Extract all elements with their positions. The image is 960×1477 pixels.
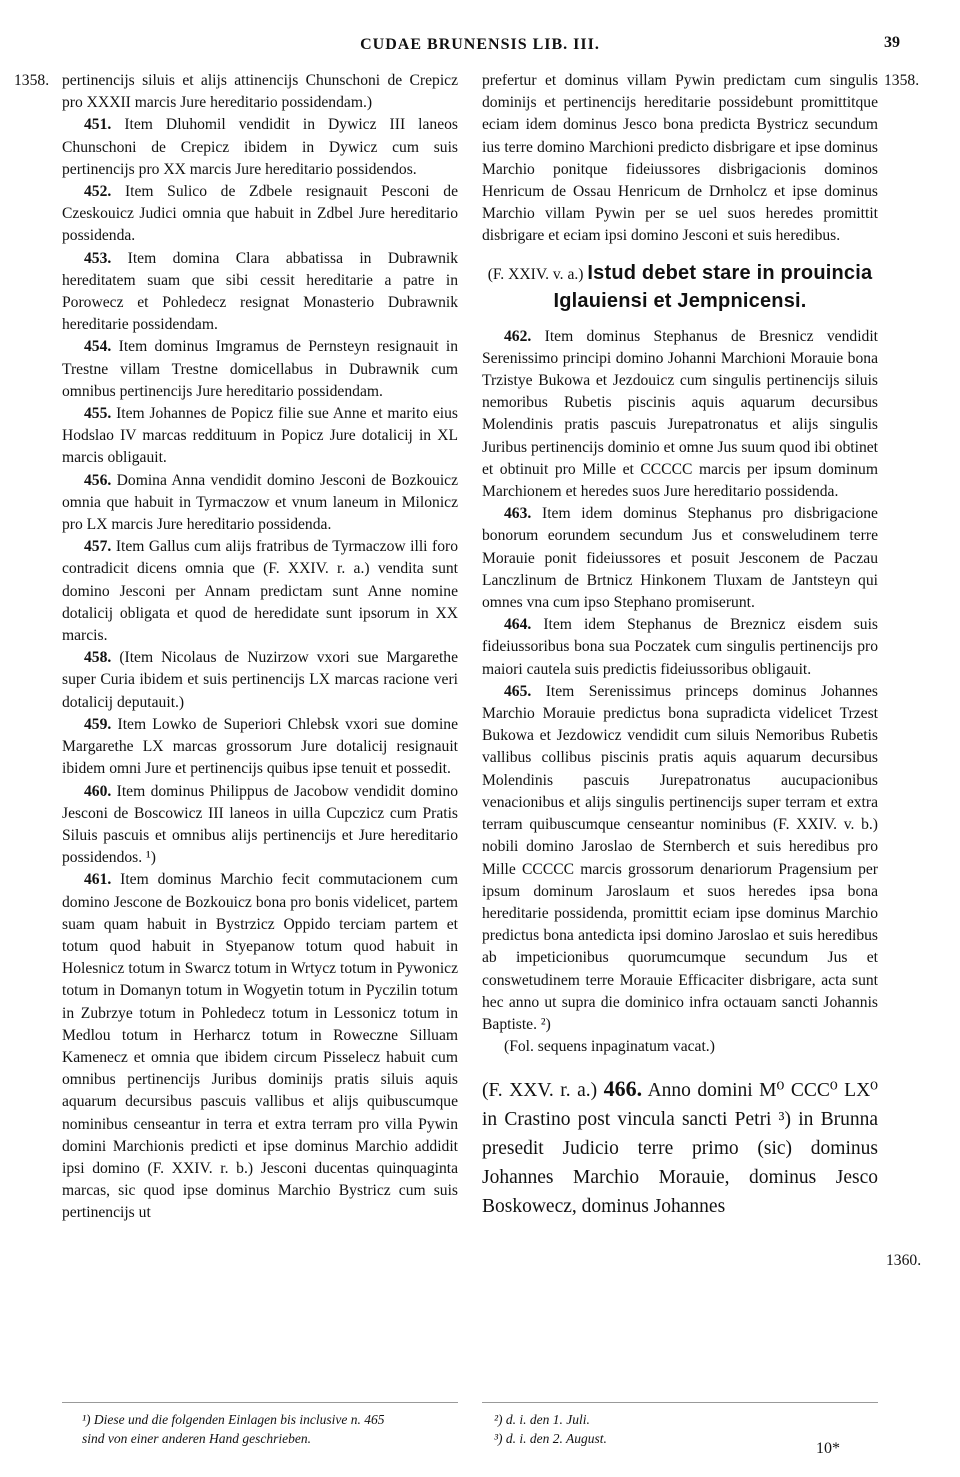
rubric-title-1: Istud debet stare in prouincia bbox=[587, 261, 873, 284]
entry-number: 462. bbox=[504, 327, 532, 345]
entry-text: Item Serenissimus princeps dominus Johannes Marchio Morauie predictus bona supradicta videlicet Trzest Bukowa et Jezdowicz vendidit cum siluis Nemoribus Rubetis vallibus collibus piscinis pratis aquis aquarum decursibus Molendinis pascuis Jurepatronatus aucupacionibus venacionibus et alijs singulis pertinencijs super terram et extra terram quibuscumque censeantur nominibus (F. XXIV. v. b.) nobili domino Jaroslao de Sternberch et suis heredibus pro Mille CCCCC marcis grossorum denariorum Pragensium per ipsum dominum Jaroslaum et suos heredes ipsa bona hereditarie possidenda, promittit eciam ipse dominus Marchio predictus bona antedicta ipsi domino Jaroslao et suis heredibus ab impeticionibus quorumcumque secundum Jus et conswetudinem terre Morauie Efficaciter disbrigare, acta sunt hec anno ut supra die dominico infra octauam sancti Johannis Baptiste. ²) bbox=[482, 682, 878, 1033]
page-header bbox=[0, 30, 960, 60]
entry-text: Item dominus Imgramus de Pernsteyn resignauit in Trestne villam Trestne domicellabus in Dubrawnik cum omnibus pertinencijs Jure hereditario possidendam. bbox=[62, 338, 458, 400]
rubric bbox=[482, 260, 878, 316]
entry-paragraph bbox=[62, 714, 458, 781]
entry-text: Item Gallus cum alijs fratribus de Tyrmaczow illi foro contradicit dicens omnia que (F. XXIV. r. a.) vendita sunt domino Jesconi per Annam predictam sunt Anne nomine dotalicij obligata et quod de heredidate sunt ipsorum in XX marcis. bbox=[62, 538, 458, 645]
entry-text: Item idem dominus Stephanus pro disbrigacione bonorum eorundem secundum Jus et consweludinem terre Morauie ponit fideiussores et posuit Jesconem de Paczau Lanczlinum de Brtnicz Hinkonem Tluxam de Jantsteyn qui omnes vna cum ipso Stephano promiserunt. bbox=[482, 505, 878, 612]
entry-paragraph bbox=[62, 114, 458, 181]
right-column-top bbox=[482, 70, 878, 248]
entry-text: Item dominus Marchio fecit commutacionem cum domino Jescone de Bozkouicz bona pro bonis videlicet, partem suam quam habuit in Bystrzicz Oppido terciam partem et totum quod habuit in Styepanow totum quod habuit in Holesnicz totum in Swarcz totum in Wrtycz totum in Pywonicz totum in Domanyn totum in Wogyetin totum in Pyczilin totum in Zubrzye totum in Pohledecz totum in Lessonicz totum in Medlou totum in Herharcz totum in Roweczne Silluam Kamenecz et omnia que ibidem circum Pisselecz habuit cum omnibus pertinencijs Juribus dominijs pratis siluis aquis aquarum decursibus pascuis vallibus et alijs quibuscumque nominibus censeantur in terra et extra terram pro villa Pywin domini Marchionis predicti et ipse dominus Marchio addidit ipsi domino (F. XXIV. r. b.) Jesconi ducentas quinquaginta marcas, sic quod ipse dominus Marchio Bystricz cum suis pertinencijs ut bbox=[62, 871, 458, 1222]
margin-year-left: 1358. bbox=[14, 72, 50, 89]
entry-number: 459. bbox=[84, 715, 112, 733]
margin-year-right: 1358. bbox=[884, 72, 920, 89]
entry-text: Item Johannes de Popicz filie sue Anne et marito eius Hodslao IV marcas reddituum in Popicz Jure dotalicij in XL marcis obligauit. bbox=[62, 405, 458, 467]
entry-number: 463. bbox=[504, 505, 532, 523]
entry-paragraph bbox=[482, 326, 878, 504]
entry-number: 464. bbox=[504, 616, 532, 634]
entry-text: Item domina Clara abbatissa in Dubrawnik hereditatem suam que sibi cessit hereditarie a patre in Porowecz et Pohledecz resignat Monasterio Dubrawnik hereditarie possidendam. bbox=[62, 249, 458, 334]
right-column bbox=[482, 70, 878, 1221]
entry-text: (Fol. sequens inpaginatum vacat.) bbox=[504, 1038, 715, 1056]
entry-number: 458. bbox=[84, 649, 112, 667]
footnotes-left bbox=[82, 1410, 462, 1448]
footnote-1-line-2: sind von einer anderen Hand geschrieben. bbox=[82, 1431, 311, 1446]
footnote-2: ²) d. i. den 1. Juli. bbox=[494, 1412, 590, 1427]
entry-text: pertinencijs siluis et alijs attinencijs Chunschoni de Crepicz pro XXXII marcis Jure hereditario possidendam.) bbox=[62, 72, 458, 112]
entry-number: 451. bbox=[84, 116, 112, 134]
entry-number: 454. bbox=[84, 338, 112, 356]
footnote-rule-right bbox=[482, 1402, 878, 1403]
rubric-title-2: Iglauiensi et Jempnicensi. bbox=[553, 289, 807, 312]
right-column-entries bbox=[482, 326, 878, 1059]
entry-text: Item idem Stephanus de Breznicz eisdem suis fideiussoribus bona sua Poczatek cum singulis pertinencijs pro maiori cautela suis predictis fideiussoribus obligauit. bbox=[482, 616, 878, 678]
entry-number: 457. bbox=[84, 538, 112, 556]
page-number: 39 bbox=[884, 34, 900, 51]
entry-number: 456. bbox=[84, 471, 112, 489]
entry-paragraph bbox=[62, 248, 458, 337]
entry-paragraph bbox=[62, 536, 458, 647]
entry-number: 452. bbox=[84, 183, 112, 201]
entry-text: Item Lowko de Superiori Chlebsk vxori sue domine Margarethe LX marcas grossorum Jure dotalicij resignauit ibidem omni Jure et pertinencijs quibus ipse tenuit et possedit. bbox=[62, 715, 458, 778]
entry-paragraph bbox=[62, 181, 458, 248]
signature-mark: 10* bbox=[816, 1440, 840, 1457]
entry-number: 455. bbox=[84, 405, 112, 423]
entry-number: 453. bbox=[84, 249, 112, 267]
entry-paragraph bbox=[482, 70, 878, 248]
rubric-folio-ref: (F. XXIV. v. a.) bbox=[487, 265, 584, 283]
entry-paragraph bbox=[482, 1036, 878, 1058]
left-column bbox=[62, 70, 458, 1225]
entry-paragraph bbox=[62, 403, 458, 470]
entry-466-number: 466. bbox=[603, 1076, 643, 1102]
entry-text: Item Dluhomil vendidit in Dywicz III laneos Chunschoni de Crepicz ibidem in Dywicz cum suis pertinencijs pro XX marcis Jure hereditario possidendos. bbox=[62, 116, 458, 178]
entry-number: 460. bbox=[84, 782, 112, 800]
entry-text: (Item Nicolaus de Nuzirzow vxori sue Margarethe super Curia ibidem et suis pertinencijs LX marcas racione veri dotalicij deputauit.) bbox=[62, 649, 459, 711]
entry-paragraph bbox=[62, 70, 458, 114]
entry-text: Item Sulico de Zdbele resignauit Pesconi de Czeskouicz Judici omnia que habuit in Zdbel Jure hereditario possidenda. bbox=[62, 183, 458, 245]
entry-paragraph bbox=[62, 647, 458, 714]
entry-number: 461. bbox=[84, 871, 112, 889]
entry-paragraph bbox=[62, 781, 458, 870]
footnote-1-line-1: ¹) Diese und die folgenden Einlagen bis inclusive n. 465 bbox=[82, 1412, 385, 1427]
footnote-3: ³) d. i. den 2. August. bbox=[494, 1431, 607, 1446]
running-title: CUDAE BRUNENSIS LIB. III. bbox=[360, 36, 600, 53]
entry-paragraph bbox=[62, 869, 458, 1224]
entry-466 bbox=[482, 1074, 878, 1221]
entry-paragraph bbox=[482, 614, 878, 681]
entry-paragraph bbox=[62, 336, 458, 403]
entry-text: Item dominus Philippus de Jacobow vendidit domino Jesconi de Boscowicz III laneos in uilla Cupczicz cum Pratis Siluis pascuis et omnibus alijs pertinencijs et Jure hereditario possidendos. ¹) bbox=[62, 782, 458, 867]
entry-paragraph bbox=[482, 503, 878, 614]
footnote-rule-left bbox=[62, 1402, 458, 1403]
entry-text: prefertur et dominus villam Pywin predictam cum singulis dominijs et pertinencijs hereditarie possidebunt promittitque eciam idem dominus Jesco bona predicta Bystricz secundum ius terre domino Marchioni predicto disbrigare et ipse dominus Marchio ponitque fideiussores disbrigacionis dominos Henricum de Ossau Henricum de Drnholcz et ipse dominus Marchio villam Pywin per se uel suos heredes promittit disbrigare et eciam ipsi domino Jesconi et suis heredibus. bbox=[482, 72, 878, 245]
entry-number: 465. bbox=[504, 682, 532, 700]
entry-paragraph bbox=[62, 470, 458, 537]
entry-text: Domina Anna vendidit domino Jesconi de Bozkouicz omnia que habuit in Tyrmaczow et vnum laneum in Milonicz pro LX marcis Jure hereditario possidenda. bbox=[62, 471, 458, 534]
margin-year-right-2: 1360. bbox=[886, 1252, 922, 1269]
entry-466-folio-ref: (F. XXV. r. a.) bbox=[482, 1080, 598, 1102]
entry-466-text: Anno domini M⁰ CCC⁰ LX⁰ in Crastino post vincula sancti Petri ³) in Brunna presedit Judicio terre primo (sic) dominus Johannes Marchio Morauie, dominus Jesco Boskowecz, dominus Johannes bbox=[482, 1080, 878, 1218]
entry-paragraph bbox=[482, 681, 878, 1036]
entry-text: Item dominus Stephanus de Bresnicz vendidit Serenissimo principi domino Johanni Marchioni Morauie bona Trzistye Bukowa et Jezdouicz cum singulis pertinencijs siluis nemoribus Rubetis piscinis aquis aquarum decursibus Molendinis pratis pascuis Jurepatronatus et alijs singulis Juribus pertinencijs dominio et omne Jus suum quod ibi obtinet et obtinuit pro Mille et CCCCC marcis per ipsum dominum Marchionem et heredes suos Jure hereditario possidenda. bbox=[482, 327, 878, 501]
